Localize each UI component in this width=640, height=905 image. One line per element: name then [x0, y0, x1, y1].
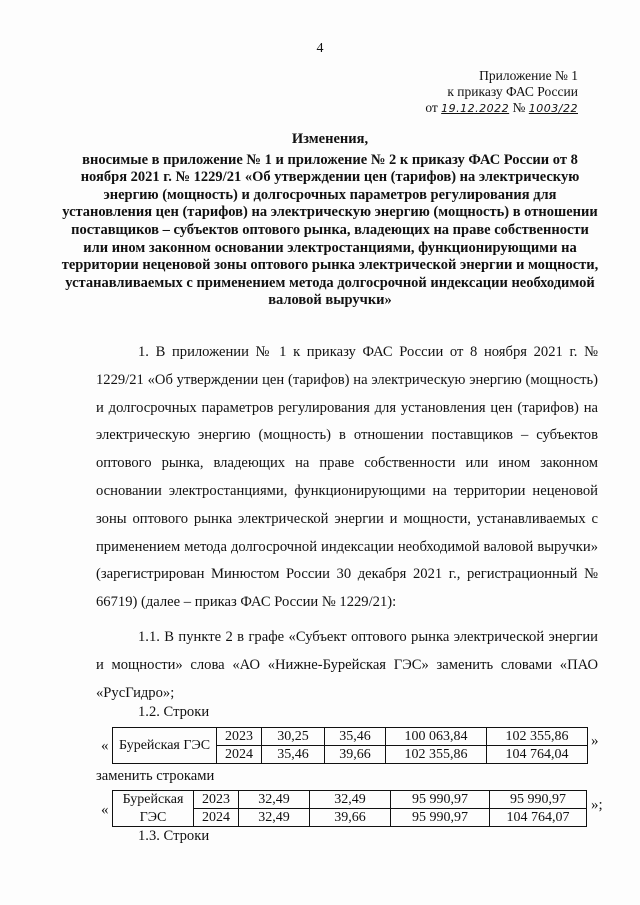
new-table-open-quote: « [101, 802, 109, 818]
value-cell: 102 355,86 [386, 746, 487, 764]
value-cell: 39,66 [325, 746, 386, 764]
year-cell: 2023 [217, 728, 262, 746]
item-1-3-heading: 1.3. Строки [138, 828, 210, 844]
value-cell: 39,66 [310, 809, 391, 827]
old-table-close-quote: » [591, 733, 599, 749]
value-cell: 95 990,97 [490, 791, 587, 809]
annex-line-1: Приложение № 1 [479, 68, 578, 83]
value-cell: 32,49 [239, 809, 310, 827]
title-body: вносимые в приложение № 1 и приложение № 2 к приказу ФАС России от 8 ноября 2021 г. № 1229/21 «Об утверждении цен (тарифов) на электрическую энергию (мощность) и долгосрочных параметров регулирования для установления цен (тарифов) на электрическую энергию (мощность) в отношении поставщиков – субъектов оптового рынка, владеющих на праве собственности или ином законном основании электростанциями, функционирующими на территории неценовой зоны оптового рынка электрической энергии и мощности, устанавливаемых с применением метода долгосрочной индексации необходимой валовой выручки» [61, 151, 599, 309]
paragraph-1: 1. В приложении № 1 к приказу ФАС России от 8 ноября 2021 г. № 1229/21 «Об утверждении цен (тарифов) на электрическую энергию (мощность) и долгосрочных параметров регулирования для установления цен (тарифов) на электрическую энергию (мощность) в отношении поставщиков – субъектов оптового рынка, владеющих на праве собственности или ином законном основании электростанциями, функционирующими на территории неценовой зоны оптового рынка электрической энергии и мощности, устанавливаемых с применением метода долгосрочной индексации необходимой валовой выручки» (зарегистрирован Минюстом России 30 декабря 2021 г., регистрационный № 66719) (далее – приказ ФАС России № 1229/21): [96, 344, 598, 611]
new-table-close-quote: »; [591, 797, 603, 813]
new-rows-table [112, 790, 587, 827]
item-1-2-heading: 1.2. Строки [138, 704, 210, 720]
old-table-open-quote: « [101, 738, 109, 754]
value-cell: 95 990,97 [391, 791, 490, 809]
annex-date-prefix: от [425, 100, 438, 115]
year-cell: 2024 [194, 809, 239, 827]
station-name-line-1: Бурейская [113, 791, 194, 809]
value-cell: 30,25 [262, 728, 325, 746]
page-number: 4 [316, 41, 324, 56]
value-cell: 95 990,97 [391, 809, 490, 827]
annex-block [425, 68, 578, 117]
year-cell: 2023 [194, 791, 239, 809]
table-row [113, 791, 587, 809]
annex-line-3 [425, 100, 578, 117]
value-cell: 100 063,84 [386, 728, 487, 746]
table-row [113, 809, 587, 827]
annex-number-sign: № [512, 100, 526, 115]
year-cell: 2024 [217, 746, 262, 764]
replace-text: заменить строками [96, 768, 215, 784]
handwritten-number: 1003/22 [528, 102, 578, 115]
document-title [60, 131, 600, 310]
title-heading: Изменения, [291, 131, 369, 147]
annex-line-2: к приказу ФАС России [447, 84, 578, 99]
handwritten-date: 19.12.2022 [441, 102, 510, 115]
station-name-cell: Бурейская ГЭС [113, 728, 217, 764]
value-cell: 32,49 [310, 791, 391, 809]
table-row [113, 728, 588, 746]
value-cell: 102 355,86 [487, 728, 588, 746]
value-cell: 35,46 [262, 746, 325, 764]
value-cell: 35,46 [325, 728, 386, 746]
value-cell: 104 764,04 [487, 746, 588, 764]
value-cell: 32,49 [239, 791, 310, 809]
old-rows-table [112, 727, 588, 764]
value-cell: 104 764,07 [490, 809, 587, 827]
station-name-line-2: ГЭС [113, 809, 194, 827]
paragraph-1-1: 1.1. В пункте 2 в графе «Субъект оптового рынка электрической энергии и мощности» слова «АО «Нижне-Бурейская ГЭС» заменить словами «ПАО «РусГидро»; [96, 629, 598, 701]
